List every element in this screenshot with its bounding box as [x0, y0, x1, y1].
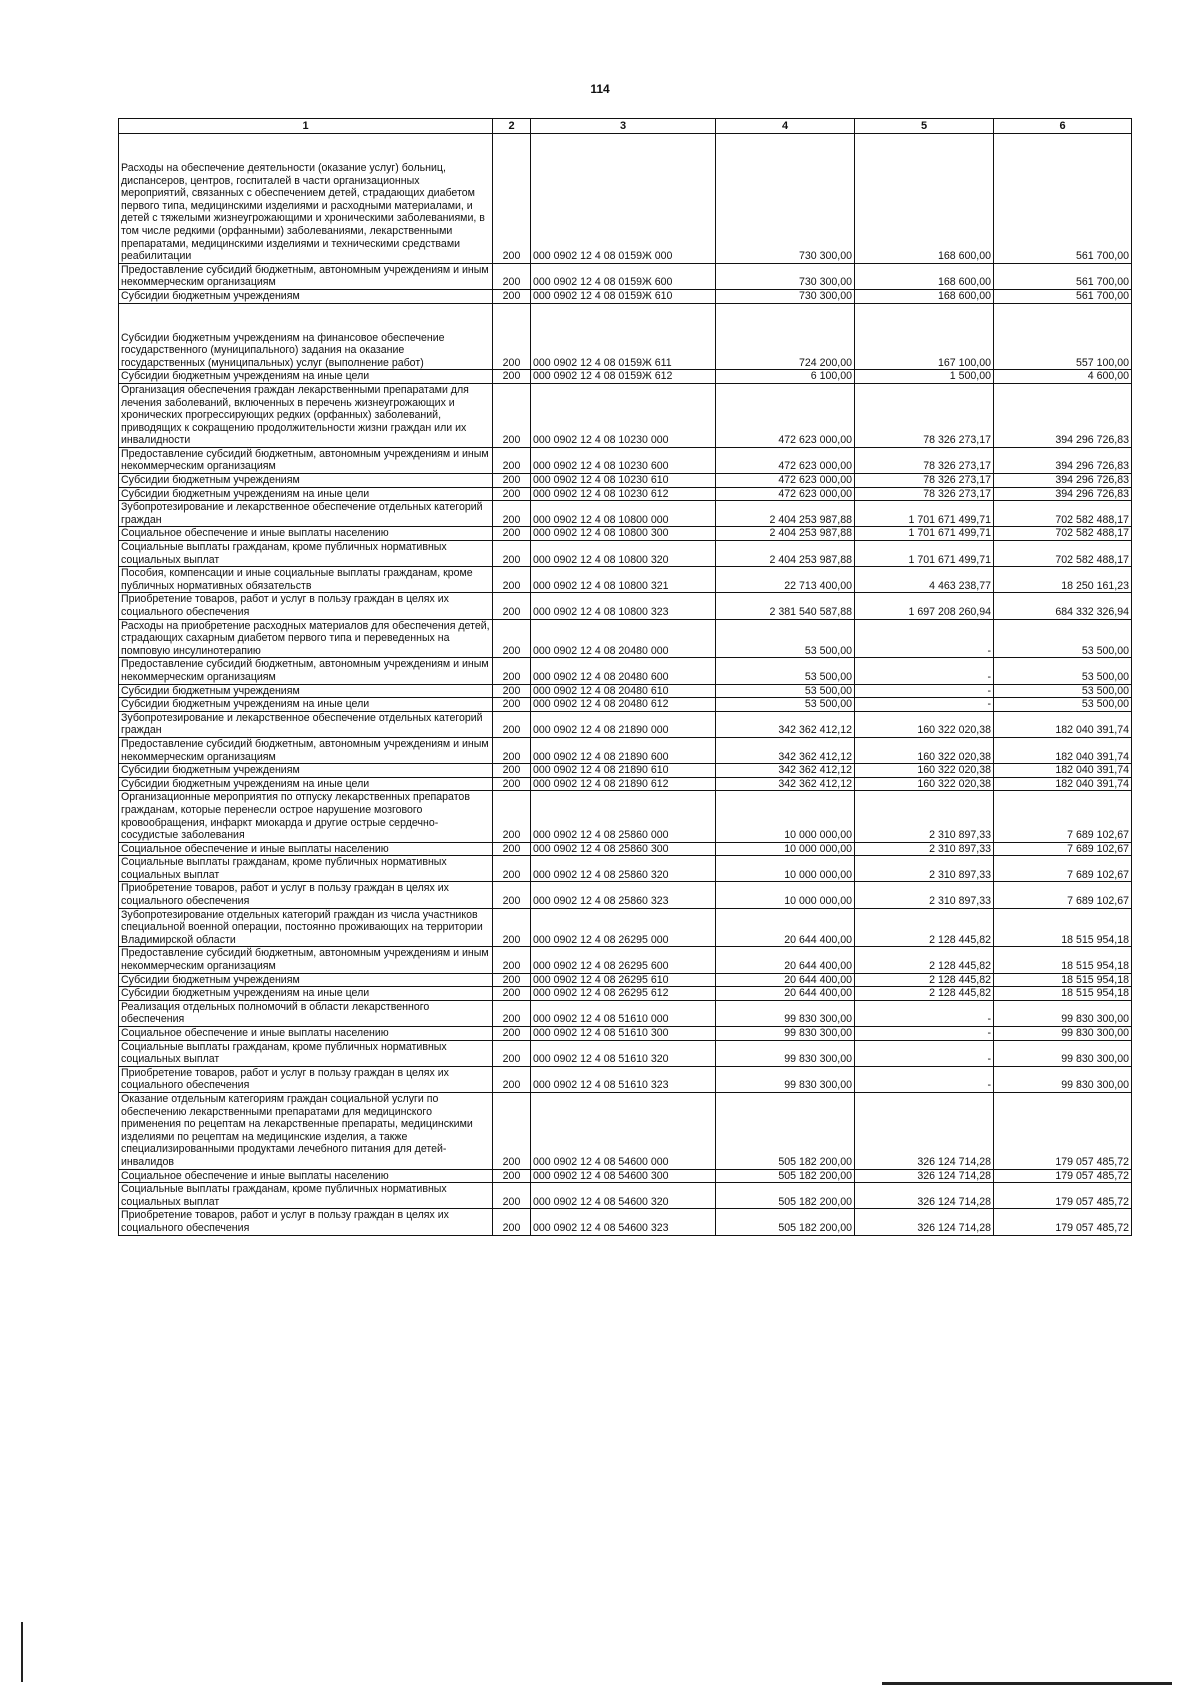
table-row	[119, 908, 1132, 947]
row-value-col4: 99 830 300,00	[716, 1066, 855, 1092]
row-value-col5: 167 100,00	[855, 303, 994, 370]
row-name: Субсидии бюджетным учреждениям на финансовое обеспечение государственного (муниципального) задания на оказание государственных (муниципальных) услуг (выполнение работ)	[119, 303, 493, 370]
table-row	[119, 856, 1132, 882]
budget-table	[118, 118, 1132, 1236]
row-value-col6: 684 332 326,94	[994, 593, 1132, 619]
row-value-col4: 472 623 000,00	[716, 474, 855, 488]
row-name: Организационные мероприятия по отпуску лекарственных препаратов гражданам, которые перенесли острое нарушение мозгового кровообращения, инфаркт миокарда и другие острые сердечно-сосудистые заболевания	[119, 791, 493, 842]
row-value-col4: 505 182 200,00	[716, 1183, 855, 1209]
row-value-col6: 53 500,00	[994, 658, 1132, 684]
row-value-col5: 326 124 714,28	[855, 1169, 994, 1183]
row-value-col4: 6 100,00	[716, 370, 855, 384]
row-value-col5: -	[855, 658, 994, 684]
row-value-col4: 730 300,00	[716, 263, 855, 289]
row-code: 200	[493, 134, 531, 264]
row-value-col4: 10 000 000,00	[716, 842, 855, 856]
row-code: 200	[493, 764, 531, 778]
row-value-col5: 78 326 273,17	[855, 447, 994, 473]
row-classification: 000 0902 12 4 08 0159Ж 611	[531, 303, 716, 370]
row-value-col4: 20 644 400,00	[716, 987, 855, 1001]
table-body	[119, 134, 1132, 1236]
row-value-col5: 326 124 714,28	[855, 1209, 994, 1235]
row-value-col6: 561 700,00	[994, 289, 1132, 303]
row-value-col6: 53 500,00	[994, 619, 1132, 658]
row-classification: 000 0902 12 4 08 10230 612	[531, 487, 716, 501]
row-value-col4: 342 362 412,12	[716, 764, 855, 778]
table-row	[119, 764, 1132, 778]
row-value-col6: 702 582 488,17	[994, 527, 1132, 541]
row-name: Приобретение товаров, работ и услуг в пользу граждан в целях их социального обеспечения	[119, 593, 493, 619]
header-col-5: 5	[855, 119, 994, 134]
table-row	[119, 289, 1132, 303]
row-name: Субсидии бюджетным учреждениям на иные цели	[119, 487, 493, 501]
row-name: Предоставление субсидий бюджетным, автономным учреждениям и иным некоммерческим организациям	[119, 447, 493, 473]
row-code: 200	[493, 501, 531, 527]
table-row	[119, 1040, 1132, 1066]
row-name: Субсидии бюджетным учреждениям на иные цели	[119, 987, 493, 1001]
row-value-col5: -	[855, 619, 994, 658]
row-classification: 000 0902 12 4 08 10800 000	[531, 501, 716, 527]
row-classification: 000 0902 12 4 08 20480 000	[531, 619, 716, 658]
row-value-col5: 1 697 208 260,94	[855, 593, 994, 619]
row-code: 200	[493, 593, 531, 619]
row-value-col4: 53 500,00	[716, 698, 855, 712]
row-value-col4: 342 362 412,12	[716, 711, 855, 737]
row-value-col5: 2 128 445,82	[855, 987, 994, 1001]
row-value-col5: -	[855, 1027, 994, 1041]
row-code: 200	[493, 737, 531, 763]
table-row	[119, 567, 1132, 593]
row-value-col5: 326 124 714,28	[855, 1183, 994, 1209]
row-value-col5: 168 600,00	[855, 134, 994, 264]
table-row	[119, 527, 1132, 541]
row-classification: 000 0902 12 4 08 10230 600	[531, 447, 716, 473]
bottom-mark	[882, 1682, 1172, 1685]
table-row	[119, 487, 1132, 501]
row-code: 200	[493, 487, 531, 501]
row-value-col4: 2 381 540 587,88	[716, 593, 855, 619]
row-value-col4: 10 000 000,00	[716, 791, 855, 842]
row-classification: 000 0902 12 4 08 10800 300	[531, 527, 716, 541]
row-name: Субсидии бюджетным учреждениям на иные цели	[119, 777, 493, 791]
row-value-col4: 2 404 253 987,88	[716, 527, 855, 541]
row-value-col4: 99 830 300,00	[716, 1000, 855, 1026]
row-value-col6: 99 830 300,00	[994, 1027, 1132, 1041]
table-row	[119, 474, 1132, 488]
table-row	[119, 541, 1132, 567]
table-row	[119, 1027, 1132, 1041]
row-classification: 000 0902 12 4 08 51610 320	[531, 1040, 716, 1066]
row-value-col6: 179 057 485,72	[994, 1169, 1132, 1183]
row-value-col5: -	[855, 698, 994, 712]
row-code: 200	[493, 882, 531, 908]
row-value-col6: 18 515 954,18	[994, 973, 1132, 987]
row-value-col5: 78 326 273,17	[855, 383, 994, 447]
row-name: Приобретение товаров, работ и услуг в пользу граждан в целях их социального обеспечения	[119, 1209, 493, 1235]
row-value-col4: 342 362 412,12	[716, 777, 855, 791]
row-name: Социальные выплаты гражданам, кроме публичных нормативных социальных выплат	[119, 541, 493, 567]
row-value-col4: 99 830 300,00	[716, 1040, 855, 1066]
row-value-col4: 730 300,00	[716, 289, 855, 303]
row-value-col5: -	[855, 1000, 994, 1026]
row-classification: 000 0902 12 4 08 0159Ж 610	[531, 289, 716, 303]
table-row	[119, 987, 1132, 1001]
row-name: Расходы на обеспечение деятельности (оказание услуг) больниц, диспансеров, центров, госпиталей в части организационных мероприятий, связанных с обеспечением детей, страдающих диабетом первого типа, медицинскими изделиями и расходными материалами, и детей с тяжелыми жизнеугрожающими и хроническими заболеваниями, в том числе редкими (орфанными) заболеваниями, лекарственными препаратами, медицинскими изделиями и техническими средствами реабилитации	[119, 134, 493, 264]
row-value-col4: 472 623 000,00	[716, 447, 855, 473]
row-name: Субсидии бюджетным учреждениям на иные цели	[119, 370, 493, 384]
row-classification: 000 0902 12 4 08 51610 000	[531, 1000, 716, 1026]
table-row	[119, 777, 1132, 791]
row-code: 200	[493, 1183, 531, 1209]
table-row	[119, 711, 1132, 737]
row-code: 200	[493, 303, 531, 370]
table-row	[119, 1000, 1132, 1026]
row-code: 200	[493, 777, 531, 791]
row-value-col4: 505 182 200,00	[716, 1092, 855, 1169]
row-value-col5: 2 128 445,82	[855, 973, 994, 987]
row-value-col6: 394 296 726,83	[994, 474, 1132, 488]
row-value-col6: 99 830 300,00	[994, 1040, 1132, 1066]
row-value-col6: 99 830 300,00	[994, 1000, 1132, 1026]
row-value-col5: -	[855, 684, 994, 698]
row-name: Оказание отдельным категориям граждан социальной услуги по обеспечению лекарственными препаратами для медицинского применения по рецептам на лекарственные препараты, медицинскими изделиями по рецептам на медицинские изделия, а также специализированными продуктами лечебного питания для детей-инвалидов	[119, 1092, 493, 1169]
row-value-col5: 2 128 445,82	[855, 947, 994, 973]
row-name: Предоставление субсидий бюджетным, автономным учреждениям и иным некоммерческим организациям	[119, 737, 493, 763]
row-value-col4: 10 000 000,00	[716, 882, 855, 908]
row-name: Социальные выплаты гражданам, кроме публичных нормативных социальных выплат	[119, 856, 493, 882]
row-value-col5: 2 310 897,33	[855, 856, 994, 882]
table-row	[119, 737, 1132, 763]
row-name: Зубопротезирование и лекарственное обеспечение отдельных категорий граждан	[119, 501, 493, 527]
row-code: 200	[493, 474, 531, 488]
table-row	[119, 593, 1132, 619]
row-value-col6: 7 689 102,67	[994, 842, 1132, 856]
row-classification: 000 0902 12 4 08 26295 600	[531, 947, 716, 973]
row-classification: 000 0902 12 4 08 0159Ж 600	[531, 263, 716, 289]
header-col-2: 2	[493, 119, 531, 134]
row-value-col5: 160 322 020,38	[855, 777, 994, 791]
row-value-col5: -	[855, 1066, 994, 1092]
table-row	[119, 882, 1132, 908]
row-value-col4: 53 500,00	[716, 658, 855, 684]
row-value-col6: 182 040 391,74	[994, 777, 1132, 791]
row-name: Зубопротезирование отдельных категорий граждан из числа участников специальной военной операции, постоянно проживающих на территории Владимирской области	[119, 908, 493, 947]
row-name: Социальное обеспечение и иные выплаты населению	[119, 842, 493, 856]
table-row	[119, 658, 1132, 684]
row-classification: 000 0902 12 4 08 51610 300	[531, 1027, 716, 1041]
row-name: Субсидии бюджетным учреждениям	[119, 289, 493, 303]
row-name: Социальное обеспечение и иные выплаты населению	[119, 1027, 493, 1041]
row-value-col5: 78 326 273,17	[855, 487, 994, 501]
row-value-col4: 22 713 400,00	[716, 567, 855, 593]
row-value-col4: 20 644 400,00	[716, 908, 855, 947]
row-classification: 000 0902 12 4 08 51610 323	[531, 1066, 716, 1092]
row-name: Субсидии бюджетным учреждениям	[119, 684, 493, 698]
row-code: 200	[493, 684, 531, 698]
row-code: 200	[493, 567, 531, 593]
row-classification: 000 0902 12 4 08 21890 600	[531, 737, 716, 763]
row-value-col6: 561 700,00	[994, 263, 1132, 289]
row-value-col5: 2 128 445,82	[855, 908, 994, 947]
row-value-col6: 179 057 485,72	[994, 1209, 1132, 1235]
table-row	[119, 619, 1132, 658]
row-classification: 000 0902 12 4 08 10800 321	[531, 567, 716, 593]
table-row	[119, 1092, 1132, 1169]
row-value-col6: 702 582 488,17	[994, 501, 1132, 527]
row-value-col6: 18 515 954,18	[994, 987, 1132, 1001]
row-value-col4: 2 404 253 987,88	[716, 541, 855, 567]
row-classification: 000 0902 12 4 08 10230 610	[531, 474, 716, 488]
row-value-col4: 20 644 400,00	[716, 973, 855, 987]
row-name: Приобретение товаров, работ и услуг в пользу граждан в целях их социального обеспечения	[119, 1066, 493, 1092]
row-name: Пособия, компенсации и иные социальные выплаты гражданам, кроме публичных нормативных обязательств	[119, 567, 493, 593]
row-code: 200	[493, 987, 531, 1001]
row-code: 200	[493, 447, 531, 473]
row-name: Расходы на приобретение расходных материалов для обеспечения детей, страдающих сахарным диабетом первого типа и переведенных на помповую инсулинотерапию	[119, 619, 493, 658]
row-classification: 000 0902 12 4 08 21890 000	[531, 711, 716, 737]
row-value-col6: 394 296 726,83	[994, 447, 1132, 473]
row-classification: 000 0902 12 4 08 20480 610	[531, 684, 716, 698]
row-value-col5: 168 600,00	[855, 263, 994, 289]
row-code: 200	[493, 908, 531, 947]
table-row	[119, 684, 1132, 698]
header-col-6: 6	[994, 119, 1132, 134]
row-value-col6: 394 296 726,83	[994, 487, 1132, 501]
row-code: 200	[493, 973, 531, 987]
row-value-col4: 472 623 000,00	[716, 487, 855, 501]
row-name: Социальные выплаты гражданам, кроме публичных нормативных социальных выплат	[119, 1040, 493, 1066]
row-code: 200	[493, 1000, 531, 1026]
row-code: 200	[493, 1092, 531, 1169]
row-name: Организация обеспечения граждан лекарственными препаратами для лечения заболеваний, включенных в перечень жизнеугрожающих и хронических прогрессирующих редких (орфанных) заболеваний, приводящих к сокращению продолжительности жизни граждан или их инвалидности	[119, 383, 493, 447]
row-code: 200	[493, 791, 531, 842]
table-row	[119, 1066, 1132, 1092]
row-code: 200	[493, 947, 531, 973]
row-classification: 000 0902 12 4 08 10800 320	[531, 541, 716, 567]
table-row	[119, 791, 1132, 842]
row-value-col6: 53 500,00	[994, 684, 1132, 698]
row-classification: 000 0902 12 4 08 26295 000	[531, 908, 716, 947]
row-value-col6: 182 040 391,74	[994, 737, 1132, 763]
row-value-col6: 179 057 485,72	[994, 1183, 1132, 1209]
row-name: Субсидии бюджетным учреждениям на иные цели	[119, 698, 493, 712]
row-classification: 000 0902 12 4 08 54600 300	[531, 1169, 716, 1183]
header-col-1: 1	[119, 119, 493, 134]
row-value-col4: 505 182 200,00	[716, 1169, 855, 1183]
row-value-col4: 472 623 000,00	[716, 383, 855, 447]
row-classification: 000 0902 12 4 08 21890 610	[531, 764, 716, 778]
row-code: 200	[493, 856, 531, 882]
margin-mark	[21, 1622, 23, 1682]
row-value-col6: 561 700,00	[994, 134, 1132, 264]
row-value-col4: 342 362 412,12	[716, 737, 855, 763]
row-value-col6: 53 500,00	[994, 698, 1132, 712]
row-value-col4: 505 182 200,00	[716, 1209, 855, 1235]
table-row	[119, 501, 1132, 527]
row-value-col6: 179 057 485,72	[994, 1092, 1132, 1169]
row-value-col6: 394 296 726,83	[994, 383, 1132, 447]
row-value-col4: 10 000 000,00	[716, 856, 855, 882]
row-value-col5: 2 310 897,33	[855, 842, 994, 856]
row-value-col6: 99 830 300,00	[994, 1066, 1132, 1092]
row-value-col6: 702 582 488,17	[994, 541, 1132, 567]
row-classification: 000 0902 12 4 08 26295 610	[531, 973, 716, 987]
row-value-col6: 18 250 161,23	[994, 567, 1132, 593]
row-code: 200	[493, 370, 531, 384]
row-classification: 000 0902 12 4 08 20480 612	[531, 698, 716, 712]
row-classification: 000 0902 12 4 08 21890 612	[531, 777, 716, 791]
row-value-col6: 7 689 102,67	[994, 882, 1132, 908]
row-name: Субсидии бюджетным учреждениям	[119, 973, 493, 987]
row-classification: 000 0902 12 4 08 10230 000	[531, 383, 716, 447]
row-classification: 000 0902 12 4 08 26295 612	[531, 987, 716, 1001]
row-value-col6: 557 100,00	[994, 303, 1132, 370]
row-value-col4: 53 500,00	[716, 619, 855, 658]
row-code: 200	[493, 698, 531, 712]
row-value-col4: 20 644 400,00	[716, 947, 855, 973]
table-row	[119, 947, 1132, 973]
row-value-col6: 7 689 102,67	[994, 856, 1132, 882]
row-name: Предоставление субсидий бюджетным, автономным учреждениям и иным некоммерческим организациям	[119, 947, 493, 973]
table-row	[119, 263, 1132, 289]
row-value-col5: 1 701 671 499,71	[855, 501, 994, 527]
row-value-col5: 160 322 020,38	[855, 711, 994, 737]
row-name: Приобретение товаров, работ и услуг в пользу граждан в целях их социального обеспечения	[119, 882, 493, 908]
row-classification: 000 0902 12 4 08 25860 323	[531, 882, 716, 908]
row-code: 200	[493, 1066, 531, 1092]
row-value-col5: 1 500,00	[855, 370, 994, 384]
row-name: Социальные выплаты гражданам, кроме публичных нормативных социальных выплат	[119, 1183, 493, 1209]
row-value-col6: 18 515 954,18	[994, 908, 1132, 947]
row-value-col4: 724 200,00	[716, 303, 855, 370]
row-value-col6: 182 040 391,74	[994, 711, 1132, 737]
table-row	[119, 973, 1132, 987]
row-name: Предоставление субсидий бюджетным, автономным учреждениям и иным некоммерческим организациям	[119, 263, 493, 289]
row-name: Субсидии бюджетным учреждениям	[119, 474, 493, 488]
table-row	[119, 447, 1132, 473]
row-code: 200	[493, 289, 531, 303]
header-col-3: 3	[531, 119, 716, 134]
row-value-col4: 730 300,00	[716, 134, 855, 264]
row-value-col5: 4 463 238,77	[855, 567, 994, 593]
row-code: 200	[493, 263, 531, 289]
row-classification: 000 0902 12 4 08 54600 000	[531, 1092, 716, 1169]
row-value-col5: 168 600,00	[855, 289, 994, 303]
row-name: Предоставление субсидий бюджетным, автономным учреждениям и иным некоммерческим организациям	[119, 658, 493, 684]
row-code: 200	[493, 383, 531, 447]
row-value-col5: 2 310 897,33	[855, 882, 994, 908]
table-header-row	[119, 119, 1132, 134]
row-classification: 000 0902 12 4 08 54600 320	[531, 1183, 716, 1209]
row-value-col5: 160 322 020,38	[855, 764, 994, 778]
row-name: Реализация отдельных полномочий в области лекарственного обеспечения	[119, 1000, 493, 1026]
table-row	[119, 383, 1132, 447]
row-classification: 000 0902 12 4 08 54600 323	[531, 1209, 716, 1235]
row-code: 200	[493, 658, 531, 684]
table-row	[119, 1169, 1132, 1183]
table-row	[119, 370, 1132, 384]
row-value-col5: 160 322 020,38	[855, 737, 994, 763]
row-name: Субсидии бюджетным учреждениям	[119, 764, 493, 778]
row-value-col4: 2 404 253 987,88	[716, 501, 855, 527]
row-value-col4: 99 830 300,00	[716, 1027, 855, 1041]
row-code: 200	[493, 541, 531, 567]
row-value-col5: 1 701 671 499,71	[855, 541, 994, 567]
row-code: 200	[493, 1209, 531, 1235]
header-col-4: 4	[716, 119, 855, 134]
row-classification: 000 0902 12 4 08 25860 320	[531, 856, 716, 882]
row-code: 200	[493, 711, 531, 737]
row-value-col5: -	[855, 1040, 994, 1066]
row-value-col6: 182 040 391,74	[994, 764, 1132, 778]
row-code: 200	[493, 842, 531, 856]
row-value-col5: 2 310 897,33	[855, 791, 994, 842]
row-name: Зубопротезирование и лекарственное обеспечение отдельных категорий граждан	[119, 711, 493, 737]
row-value-col4: 53 500,00	[716, 684, 855, 698]
row-code: 200	[493, 1169, 531, 1183]
row-classification: 000 0902 12 4 08 25860 300	[531, 842, 716, 856]
row-classification: 000 0902 12 4 08 0159Ж 612	[531, 370, 716, 384]
row-code: 200	[493, 619, 531, 658]
page-number: 114	[590, 82, 610, 96]
table-row	[119, 1209, 1132, 1235]
row-value-col5: 1 701 671 499,71	[855, 527, 994, 541]
row-value-col6: 7 689 102,67	[994, 791, 1132, 842]
row-code: 200	[493, 1040, 531, 1066]
row-value-col5: 78 326 273,17	[855, 474, 994, 488]
row-value-col6: 18 515 954,18	[994, 947, 1132, 973]
row-classification: 000 0902 12 4 08 10800 323	[531, 593, 716, 619]
row-value-col6: 4 600,00	[994, 370, 1132, 384]
table-row	[119, 1183, 1132, 1209]
row-classification: 000 0902 12 4 08 25860 000	[531, 791, 716, 842]
table-row	[119, 842, 1132, 856]
table-row	[119, 698, 1132, 712]
row-classification: 000 0902 12 4 08 20480 600	[531, 658, 716, 684]
row-code: 200	[493, 1027, 531, 1041]
row-code: 200	[493, 527, 531, 541]
table-row	[119, 303, 1132, 370]
table-row	[119, 134, 1132, 264]
row-value-col5: 326 124 714,28	[855, 1092, 994, 1169]
row-classification: 000 0902 12 4 08 0159Ж 000	[531, 134, 716, 264]
row-name: Социальное обеспечение и иные выплаты населению	[119, 1169, 493, 1183]
row-name: Социальное обеспечение и иные выплаты населению	[119, 527, 493, 541]
